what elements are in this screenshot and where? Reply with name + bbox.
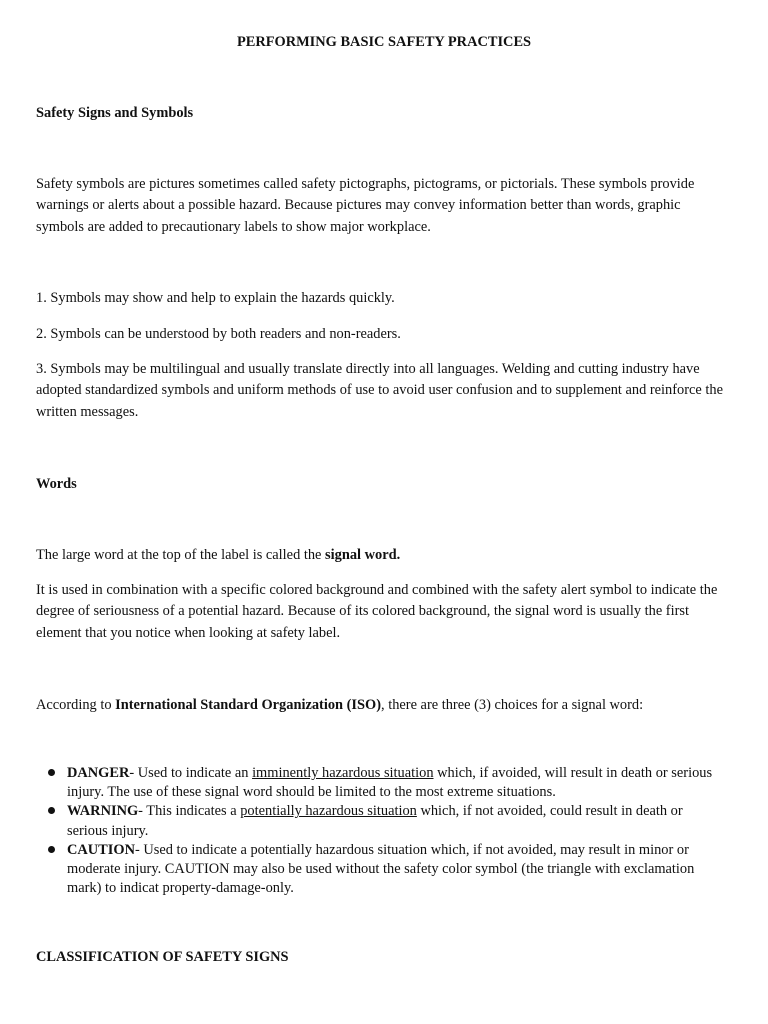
intro-paragraph: Safety symbols are pictures sometimes called safety pictographs, pictograms, or pictorials. These symbols provide warnings or alerts about a possible hazard. Because pictures may convey information better than words, graphic symbols are added to precautionary labels to show major workplace.: [36, 176, 695, 235]
bullet-icon: [48, 807, 55, 814]
danger-underlined-phrase: imminently hazardous situation: [252, 765, 434, 781]
signal-term-danger: DANGER: [67, 765, 130, 781]
signal-term-caution: CAUTION: [67, 841, 135, 858]
danger-text-pre: - Used to indicate an: [129, 765, 253, 781]
page-title: PERFORMING BASIC SAFETY PRACTICES: [236, 34, 532, 50]
list-item-danger: [36, 764, 726, 802]
point-2: 2. Symbols can be understood by both readers and non-readers.: [36, 326, 401, 342]
section-heading-signs-symbols: Safety Signs and Symbols: [36, 105, 194, 121]
caution-text: - Used to indicate a potentially hazardous situation which, if not avoided, may result in minor or moderate injury. CAUTION may also be used without the safety color symbol (the triangle with exclamation mark) to indicat property-damage-only.: [67, 841, 695, 897]
danger-text-post: which, if avoided, will result in death or serious injury. The use of these signal word should be limited to the most extreme situations.: [67, 765, 713, 801]
list-item-caution: [36, 841, 726, 899]
warning-underlined-phrase: potentially hazardous situation: [240, 803, 417, 820]
warning-text-post: which, if not avoided, could result in death or serious injury.: [67, 803, 683, 839]
list-item-warning: [36, 802, 726, 840]
signal-word-intro: [36, 545, 726, 566]
section-heading-classification: CLASSIFICATION OF SAFETY SIGNS: [36, 949, 289, 965]
iso-pre-text: According to: [36, 697, 116, 713]
iso-paragraph: [36, 695, 726, 716]
signal-word-description: It is used in combination with a specific colored background and combined with the safety alert symbol to indicate the degree of seriousness of a potential hazard. Because of its colored background, the signal word is usually the first element that you notice when looking at safety label.: [36, 582, 718, 641]
point-1: 1. Symbols may show and help to explain the hazards quickly.: [36, 290, 395, 306]
bullet-icon: [48, 846, 55, 853]
iso-post-text: , there are three (3) choices for a signal word:: [381, 697, 644, 713]
signal-word-term: signal word.: [325, 547, 401, 563]
signal-word-intro-text: The large word at the top of the label is called the: [36, 547, 326, 563]
signal-word-list: [36, 764, 726, 898]
section-heading-words: Words: [36, 476, 77, 492]
warning-text-pre: - This indicates a: [138, 803, 241, 820]
signal-term-warning: WARNING: [67, 803, 139, 820]
point-3: 3. Symbols may be multilingual and usually translate directly into all languages. Welding and cutting industry have adopted standardized symbols and uniform methods of use to avoid user confusion and to supplement and reinforce the written messages.: [36, 361, 723, 420]
iso-name: International Standard Organization (ISO): [115, 697, 381, 713]
bullet-icon: [48, 769, 55, 776]
